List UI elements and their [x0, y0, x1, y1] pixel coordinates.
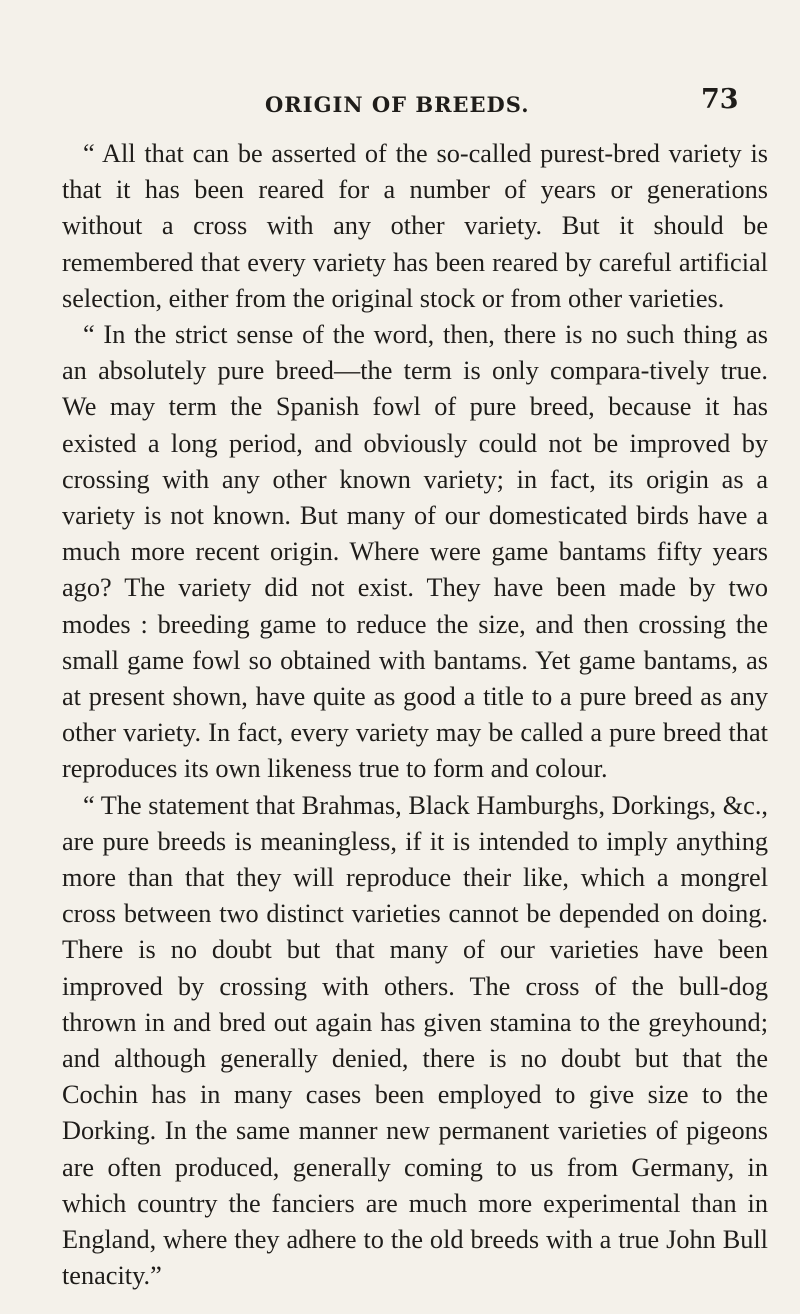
paragraph: “ All that can be asserted of the so-called purest-bred variety is that it has been reared for a number of years or generations without a cross with any other variety. But it should be remembered that every variety has been reared by careful artificial selection, either from the original stock or from other varieties. [62, 139, 768, 313]
running-head [0, 84, 800, 124]
running-title: ORIGIN OF BREEDS. [265, 92, 530, 117]
page-number: 73 [701, 84, 739, 115]
paragraph: “ The statement that Brahmas, Black Hamburghs, Dorkings, &c., are pure breeds is meaningless, if it is intended to imply anything more than that they will reproduce their like, which a mongrel cross between two distinct varieties cannot be depended on doing. There is no doubt but that many of our varieties have been improved by crossing with others. The cross of the bull-dog thrown in and bred out again has given stamina to the greyhound; and although generally denied, there is no doubt but that the Cochin has in many cases been employed to give size to the Dorking. In the same manner new permanent varieties of pigeons are often produced, generally coming to us from Germany, in which country the fanciers are much more experimental than in England, where they adhere to the old breeds with a true John Bull tenacity.” [62, 790, 768, 1291]
body-text [62, 136, 768, 1295]
paragraph: “ In the strict sense of the word, then, there is no such thing as an absolutely pure breed—the term is only compara-tively true. We may term the Spanish fowl of pure breed, because it has existed a long period, and obviously could not be improved by crossing with any other known variety; in fact, its origin as a variety is not known. But many of our domesticated birds have a much more recent origin. Where were game bantams fifty years ago? The variety did not exist. They have been made by two modes : breeding game to reduce the size, and then crossing the small game fowl so obtained with bantams. Yet game bantams, as at present shown, have quite as good a title to a pure breed as any other variety. In fact, every variety may be called a pure breed that reproduces its own likeness true to form and colour. [62, 320, 768, 784]
